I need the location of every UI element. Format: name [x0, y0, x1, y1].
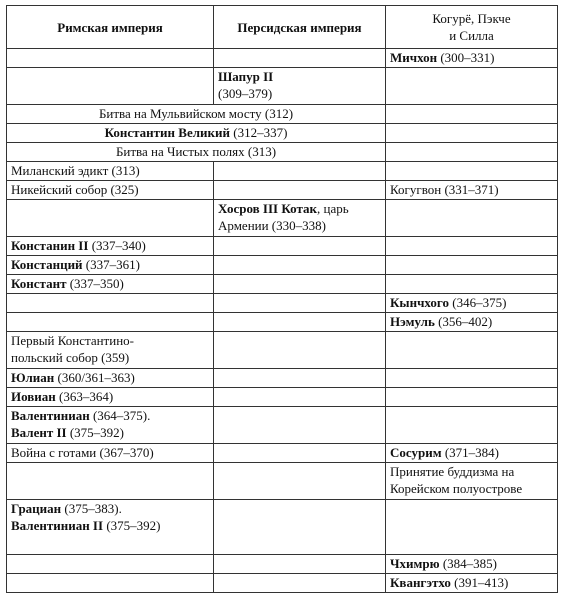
cell-text: Принятие буддизма на Корейском полуострове: [390, 464, 523, 496]
table-cell-korean: [386, 388, 558, 407]
ruler-name: Кынчхого: [390, 295, 449, 310]
ruler-name: Чхимрю: [390, 556, 440, 571]
table-row: [7, 162, 558, 181]
ruler-name: Квангэтхо: [390, 575, 451, 590]
table-cell-roman: [7, 181, 214, 200]
table-cell-persian: [214, 256, 386, 275]
table-cell-korean: [386, 162, 558, 181]
ruler-name: Сосурим: [390, 445, 442, 460]
ruler-name: Нэмуль: [390, 314, 435, 329]
table-cell-persian: [214, 313, 386, 332]
table-cell-korean: [386, 49, 558, 68]
table-cell-korean: [386, 463, 558, 500]
table-row: [7, 256, 558, 275]
table-cell-roman: [7, 68, 214, 105]
table-cell-persian: [214, 49, 386, 68]
table-cell-korean: [386, 444, 558, 463]
table-cell-roman: [7, 463, 214, 500]
cell-text: , царь Армении (330–338): [218, 201, 349, 233]
ruler-name: Хосров III Котак: [218, 201, 318, 216]
cell-text: Миланский эдикт (313): [11, 163, 140, 178]
table-cell-persian: [214, 555, 386, 574]
table-body: [7, 49, 558, 593]
table-cell-roman: [7, 294, 214, 313]
table-cell-korean: [386, 500, 558, 555]
cell-text: (337–350): [66, 276, 124, 291]
table-cell-korean: [386, 555, 558, 574]
ruler-name: Констант: [11, 276, 67, 291]
header-persian-empire: [214, 6, 386, 49]
table-cell-roman: [7, 105, 386, 124]
table-header: [7, 6, 558, 49]
table-cell-korean: [386, 407, 558, 444]
table-cell-roman: [7, 555, 214, 574]
header-roman-empire: [7, 6, 214, 49]
cell-text: (391–413): [450, 575, 509, 590]
table-row: [7, 124, 558, 143]
table-row: [7, 275, 558, 294]
table-row: [7, 200, 558, 237]
table-cell-korean: [386, 275, 558, 294]
table-cell-persian: [214, 369, 386, 388]
table-cell-korean: [386, 574, 558, 593]
cell-text: (363–364): [55, 389, 114, 404]
ruler-name: Иовиан: [11, 389, 56, 404]
table-cell-roman: [7, 407, 214, 444]
table-cell-korean: [386, 200, 558, 237]
table-cell-roman: [7, 332, 214, 369]
table-cell-korean: [386, 369, 558, 388]
table-cell-roman: [7, 574, 214, 593]
table-cell-roman: [7, 444, 214, 463]
ruler-name: Мичхон: [390, 50, 438, 65]
table-cell-persian: [214, 332, 386, 369]
table-row: [7, 500, 558, 555]
header-label: Римская империя: [57, 19, 163, 35]
table-cell-persian: [214, 463, 386, 500]
cell-text: (300–331): [437, 50, 495, 65]
ruler-name: Валентиниан II: [11, 518, 104, 533]
cell-text: (356–402): [434, 314, 493, 329]
table-cell-korean: [386, 237, 558, 256]
cell-text: (371–384): [441, 445, 499, 460]
table-cell-korean: [386, 105, 558, 124]
header-label: Персидская империя: [237, 19, 362, 35]
table-cell-roman: [7, 162, 214, 181]
table-row: [7, 313, 558, 332]
cell-text: Никейский собор (325): [11, 182, 139, 197]
table-row: [7, 68, 558, 105]
table-cell-persian: [214, 237, 386, 256]
cell-text: (309–379): [218, 86, 273, 101]
table-row: [7, 555, 558, 574]
table-cell-korean: [386, 124, 558, 143]
ruler-name: Шапур II: [218, 69, 274, 84]
ruler-name: Юлиан: [11, 370, 55, 385]
table-row: [7, 574, 558, 593]
table-cell-persian: [214, 388, 386, 407]
table-cell-persian: [214, 162, 386, 181]
cell-text: (384–385): [439, 556, 497, 571]
cell-text: (337–361): [82, 257, 140, 272]
cell-text: (346–375): [448, 295, 507, 310]
header-korean-kingdoms: [386, 6, 558, 49]
header-row: [7, 6, 558, 49]
table-row: [7, 105, 558, 124]
header-label: Когурё, Пэкче и Силла: [432, 11, 511, 43]
table-row: [7, 294, 558, 313]
cell-text: (375–383).: [61, 501, 122, 516]
table-cell-persian: [214, 500, 386, 555]
table-cell-roman: [7, 200, 214, 237]
table-row: [7, 463, 558, 500]
cell-text: (364–375).: [89, 408, 151, 423]
table-row: [7, 49, 558, 68]
cell-text: (360/361–363): [54, 370, 135, 385]
chronology-table: [6, 5, 558, 593]
table-cell-roman: [7, 500, 214, 555]
ruler-name: Валент II: [11, 425, 67, 440]
table-cell-roman: [7, 388, 214, 407]
table-cell-persian: [214, 407, 386, 444]
table-cell-korean: [386, 332, 558, 369]
cell-text: Война с готами (367–370): [11, 445, 154, 460]
table-cell-roman: [7, 124, 386, 143]
cell-text: (375–392): [66, 425, 125, 440]
cell-text: Первый Константино- польский собор (359): [11, 333, 134, 365]
table-cell-roman: [7, 237, 214, 256]
table-cell-korean: [386, 313, 558, 332]
table-cell-persian: [214, 574, 386, 593]
table-cell-korean: [386, 68, 558, 105]
table-cell-roman: [7, 49, 214, 68]
cell-text: Битва на Чистых полях (313): [115, 144, 277, 159]
table-cell-korean: [386, 181, 558, 200]
table-row: [7, 388, 558, 407]
table-cell-roman: [7, 369, 214, 388]
table-row: [7, 407, 558, 444]
table-cell-roman: [7, 275, 214, 294]
table-cell-korean: [386, 294, 558, 313]
table-cell-roman: [7, 313, 214, 332]
table-cell-persian: [214, 444, 386, 463]
cell-text: Битва на Мульвийском мосту (312): [98, 106, 294, 121]
table-cell-roman: [7, 143, 386, 162]
ruler-name: Констанин II: [11, 238, 89, 253]
table-cell-persian: [214, 275, 386, 294]
document-page: [6, 5, 557, 593]
table-row: [7, 143, 558, 162]
ruler-name: Констанций: [11, 257, 83, 272]
table-cell-korean: [386, 143, 558, 162]
table-cell-persian: [214, 181, 386, 200]
cell-text: (312–337): [229, 125, 288, 140]
table-row: [7, 237, 558, 256]
ruler-name: Валентиниан: [11, 408, 90, 423]
cell-text: (375–392): [103, 518, 161, 533]
table-cell-korean: [386, 256, 558, 275]
table-row: [7, 332, 558, 369]
table-cell-persian: [214, 68, 386, 105]
table-cell-persian: [214, 200, 386, 237]
ruler-name: Константин Великий: [104, 125, 230, 140]
cell-text: Когугвон (331–371): [390, 182, 499, 197]
ruler-name: Грациан: [11, 501, 62, 516]
cell-text: (337–340): [88, 238, 146, 253]
table-cell-roman: [7, 256, 214, 275]
table-row: [7, 444, 558, 463]
table-cell-persian: [214, 294, 386, 313]
table-row: [7, 369, 558, 388]
table-row: [7, 181, 558, 200]
